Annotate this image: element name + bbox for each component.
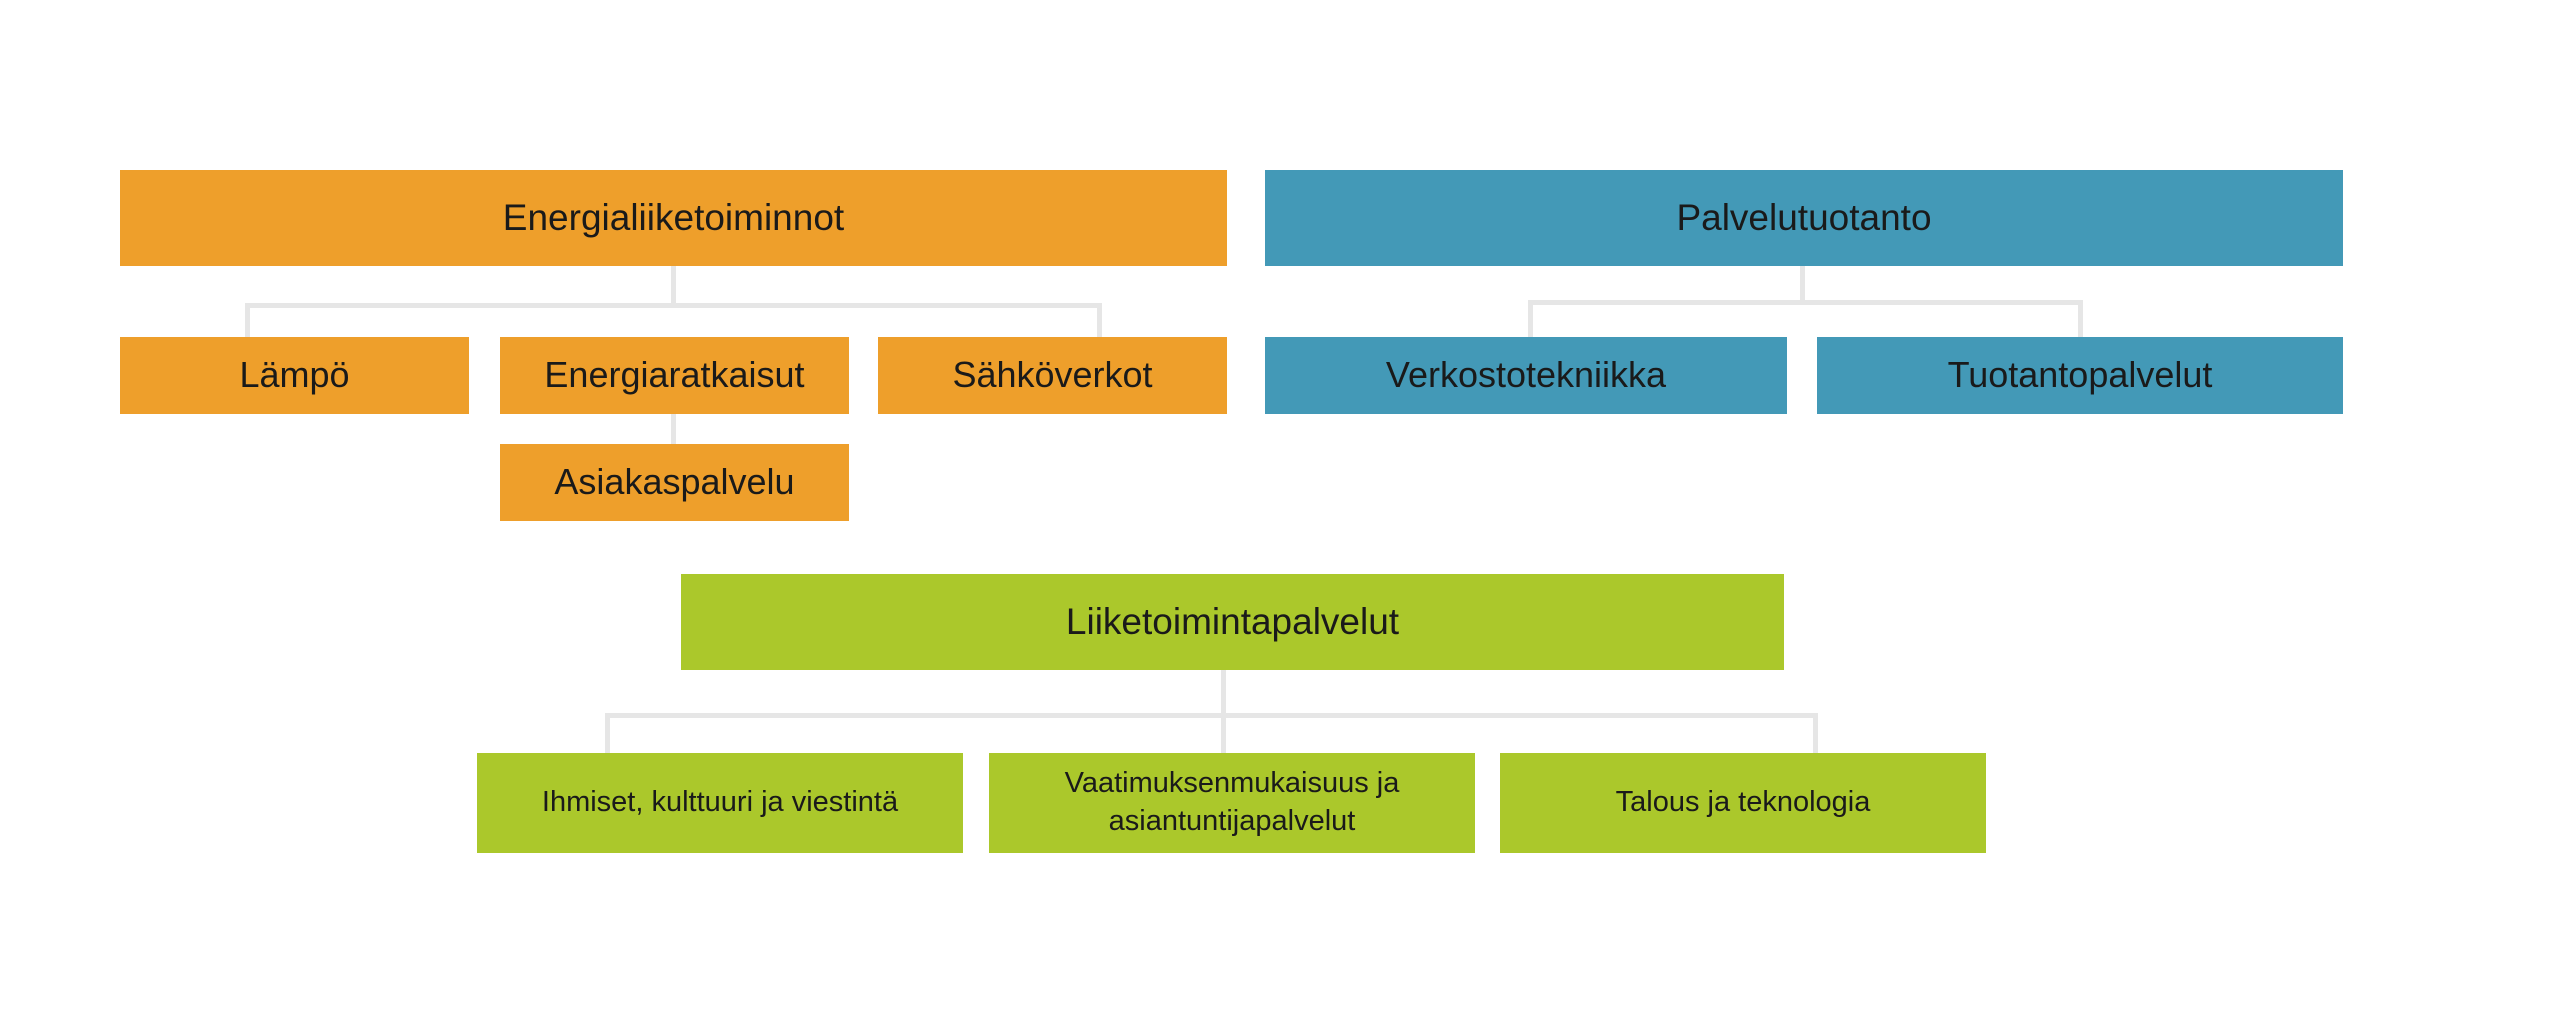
people-culture-communications-box: Ihmiset, kulttuuri ja viestintä xyxy=(477,753,963,853)
connector-line xyxy=(1221,670,1226,716)
customer-service-box: Asiakaspalvelu xyxy=(500,444,849,521)
connector-line xyxy=(1800,266,1805,303)
connector-line xyxy=(2078,300,2083,337)
business-services-box: Liiketoimintapalvelut xyxy=(681,574,1784,670)
connector-line xyxy=(1221,713,1226,753)
heat-box: Lämpö xyxy=(120,337,469,414)
connector-line xyxy=(1813,713,1818,753)
connector-line xyxy=(245,303,250,337)
energy-business-box: Energialiiketoiminnot xyxy=(120,170,1227,266)
electricity-networks-box: Sähköverkot xyxy=(878,337,1227,414)
connector-line xyxy=(1528,300,1533,337)
finance-technology-box: Talous ja teknologia xyxy=(1500,753,1986,853)
network-engineering-box: Verkostotekniikka xyxy=(1265,337,1787,414)
connector-line xyxy=(245,303,1102,308)
connector-line xyxy=(671,410,676,444)
service-production-box: Palvelutuotanto xyxy=(1265,170,2343,266)
connector-line xyxy=(671,266,676,306)
connector-line xyxy=(1097,303,1102,337)
connector-line xyxy=(1528,300,2083,305)
compliance-expert-services-box: Vaatimuksenmukaisuus ja asiantuntijapalvelut xyxy=(989,753,1475,853)
energy-solutions-box: Energiaratkaisut xyxy=(500,337,849,414)
connector-line xyxy=(605,713,610,753)
production-services-box: Tuotantopalvelut xyxy=(1817,337,2343,414)
connector-line xyxy=(605,713,1818,718)
